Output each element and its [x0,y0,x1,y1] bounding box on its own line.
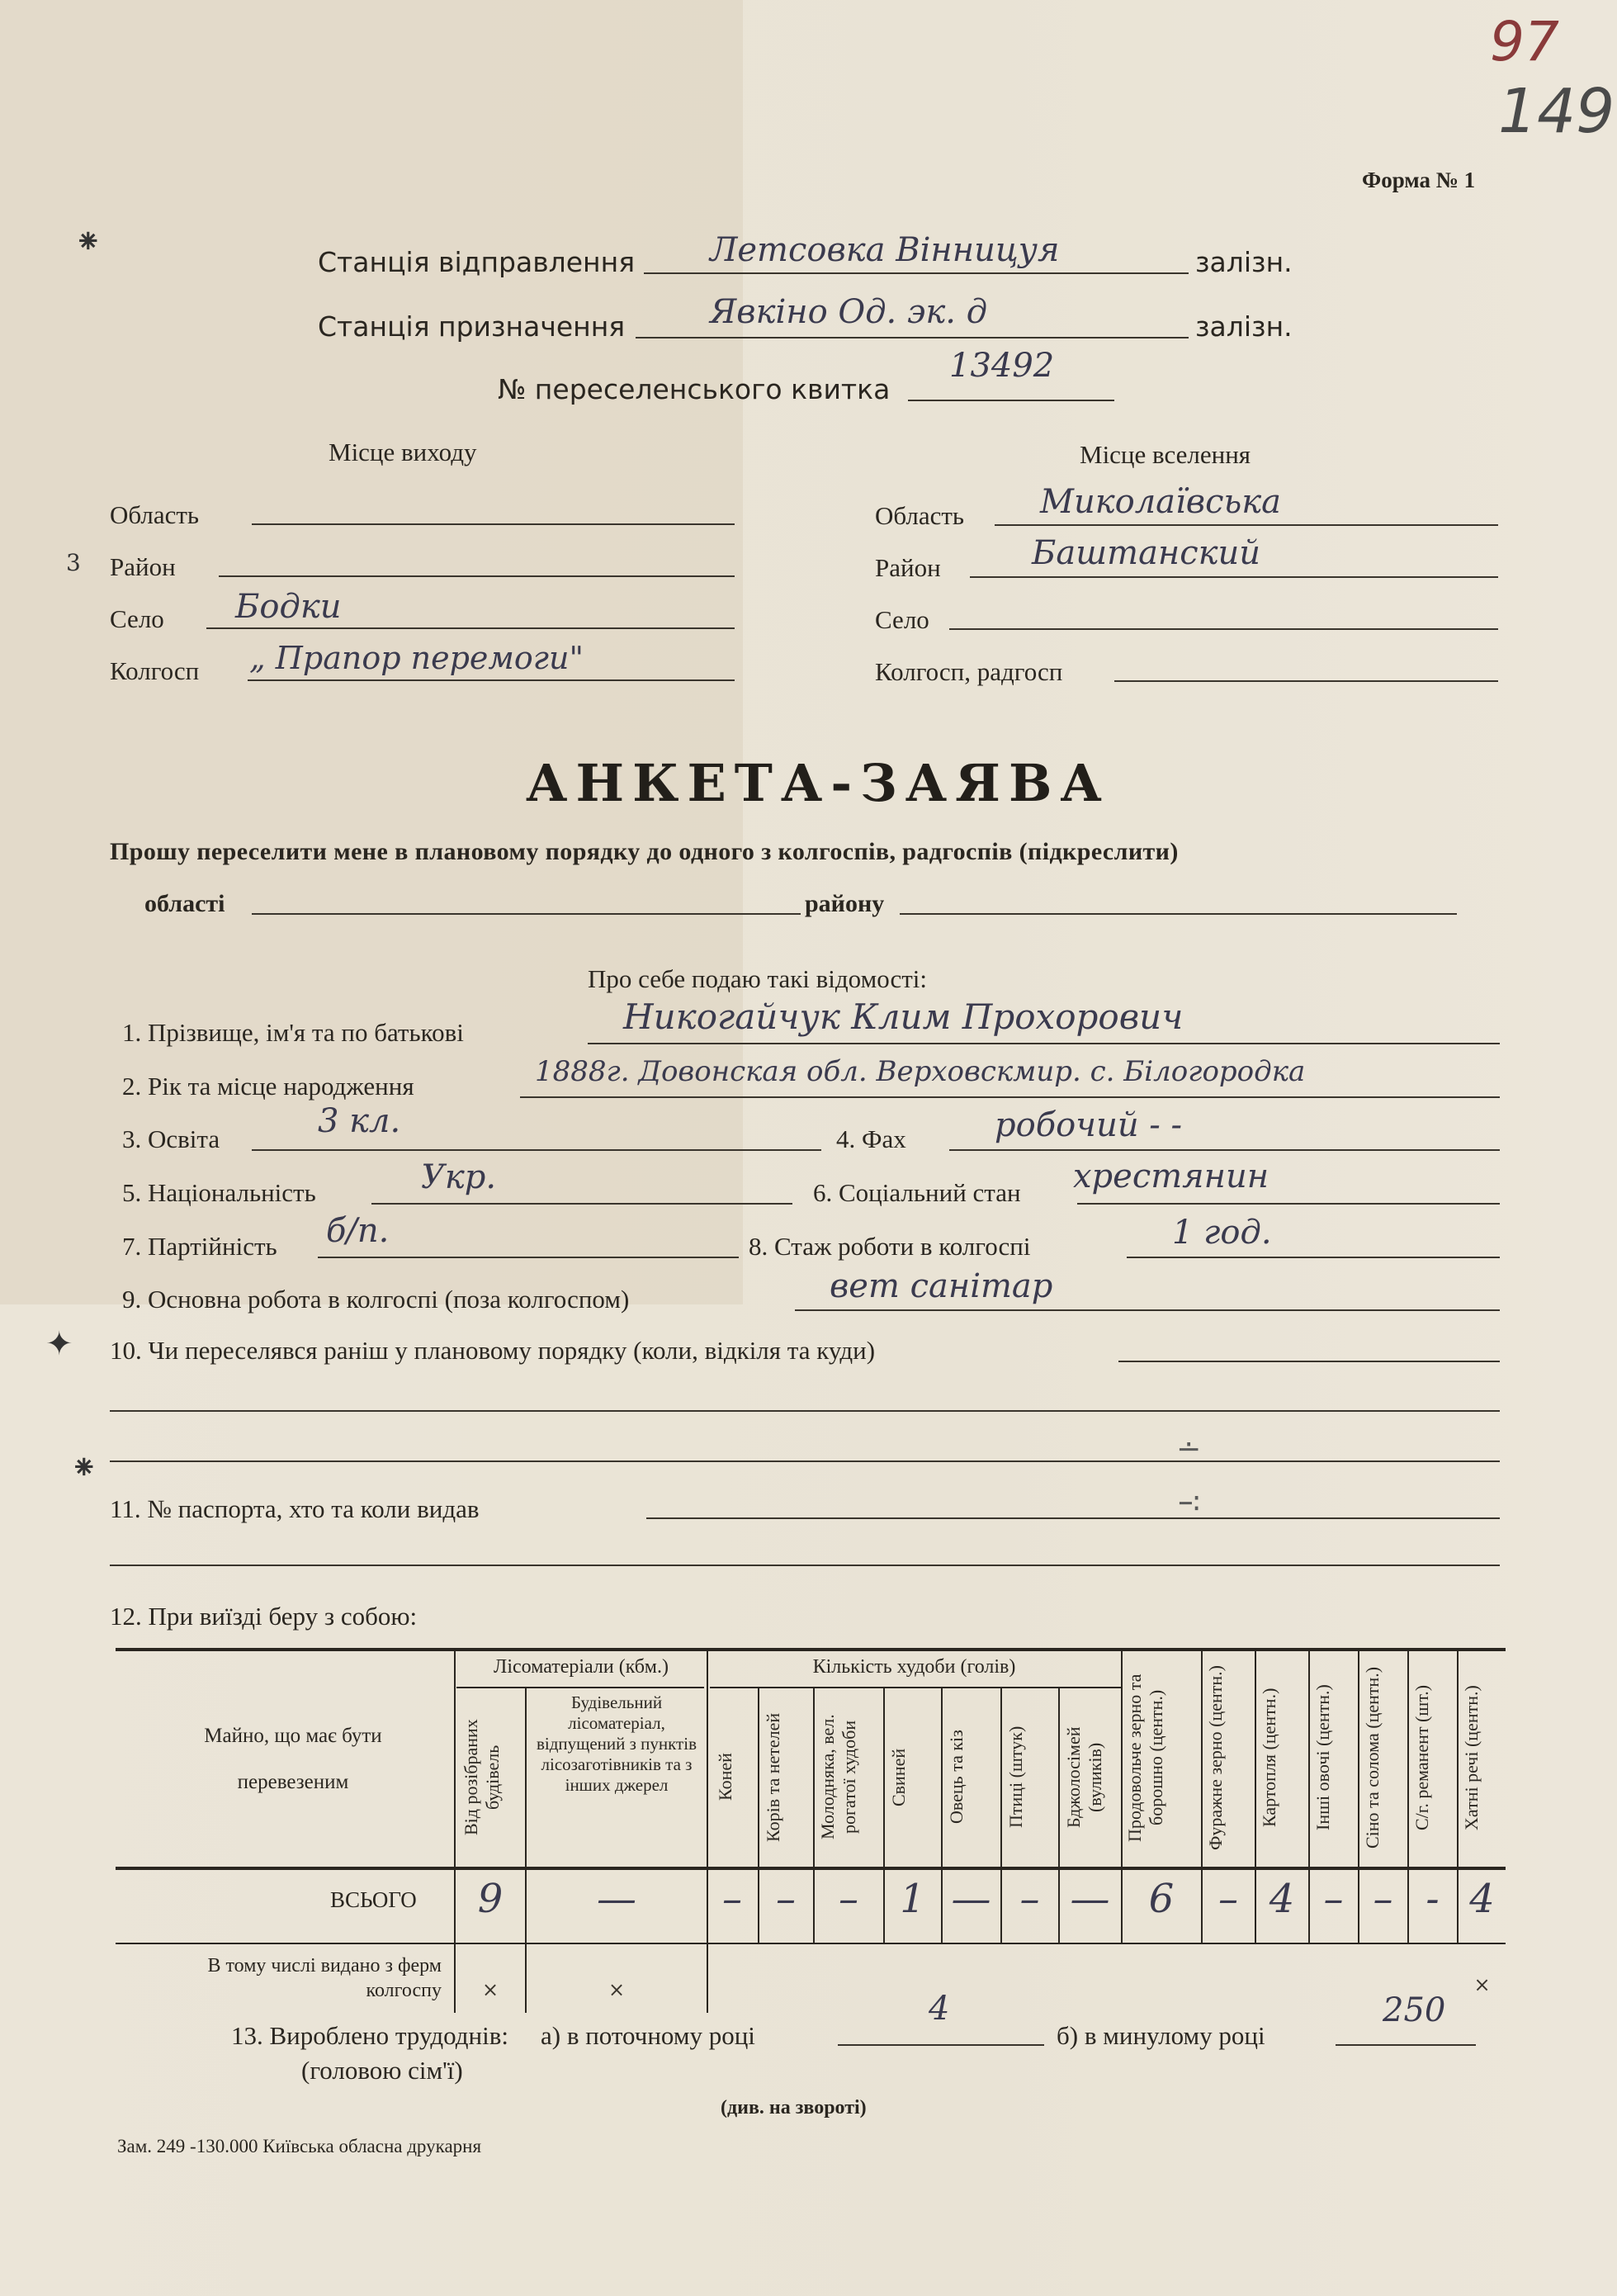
field-2-line [520,1096,1500,1098]
field-1-label: 1. Прізвище, ім'я та по батькові [122,1018,464,1047]
total-cell[interactable]: – [722,1876,742,1922]
destination-station-label: Станція призначення [318,310,626,343]
origin-raion-line [219,575,735,577]
ticket-number-line [908,400,1114,401]
col-sep [707,1650,708,2013]
request-oblast-label: області [144,890,225,917]
col-horses-header: Коней [715,1753,735,1801]
col-dismantled-header: Від розібраних будівель [461,1719,503,1835]
field-6-value[interactable]: хрестянин [1073,1157,1269,1195]
field-3-label: 3. Освіта [122,1124,220,1153]
field-5-line [371,1203,792,1205]
col-potato-header: Картопля (центн.) [1259,1688,1279,1828]
field-1-value[interactable]: Никогайчук Клим Прохорович [623,997,1184,1037]
departure-station-label: Станція відправлення [318,246,636,278]
railway-label-1: залізн. [1195,246,1293,278]
field-9-value[interactable]: вет санітар [830,1267,1053,1305]
binding-hole-mark: ✦ [45,1325,73,1363]
total-cell[interactable]: – [1218,1876,1238,1922]
dest-selo-line [949,628,1498,630]
dest-raion-value[interactable]: Баштанский [1032,534,1261,572]
total-cell[interactable]: — [1070,1876,1110,1922]
col-building-header: Будівельний лісоматеріал, відпущений з пунктів лісозаготівників та з інших джерел [536,1692,697,1795]
destination-station-value[interactable]: Явкіно Од. эк. д [710,293,988,331]
origin-kolhosp-label: Колгосп [110,656,200,685]
section-13-label: 13. Вироблено трудоднів: [231,2021,509,2050]
intro-text: Про себе подаю такі відомості: [588,964,928,993]
total-cell[interactable]: — [951,1876,991,1922]
field-8-label: 8. Стаж роботи в колгоспі [749,1232,1031,1261]
col-hay-header: Сіно та солома (центн.) [1362,1666,1383,1849]
total-cell[interactable]: – [776,1876,796,1922]
dest-kolhosp-label: Колгосп, радгосп [875,657,1063,686]
total-cell[interactable]: 4 [1269,1876,1295,1922]
departure-station-value[interactable]: Летсовка Вінницуя [710,231,1060,269]
ticket-number-value[interactable]: 13492 [949,347,1055,385]
section-13-b-line [1336,2044,1476,2046]
field-4-line [949,1149,1500,1151]
col-sheep-header: Овець та кіз [946,1730,967,1825]
total-cell[interactable]: 9 [477,1876,504,1922]
section-13-a-value[interactable]: 4 [929,1990,950,2028]
field-3-line [252,1149,821,1151]
col-young-cattle-header: Молодняка, вел. рогатої худоби [817,1714,859,1840]
field-10-label: 10. Чи переселявся раніш у плановому порядку (коли, відкіля та куди) [110,1336,876,1365]
field-9-label: 9. Основна робота в колгоспі (поза колгоспом) [122,1285,630,1314]
total-cell[interactable]: – [1373,1876,1393,1922]
timber-header-underline [456,1687,704,1688]
table-total-border [116,1943,1506,1944]
origin-oblast-label: Область [110,500,200,529]
binding-hole-mark: ⁕ [74,223,102,261]
total-cell[interactable]: – [1323,1876,1344,1922]
binding-hole-mark: 3 [66,549,81,576]
field-2-value[interactable]: 1888г. Довонская обл. Верховскмир. с. Білогородка [535,1055,1306,1088]
field-10-line-3 [110,1460,1500,1462]
archive-number: 149 [1498,76,1615,147]
col-fodder-grain-header: Фуражне зерно (центн.) [1205,1665,1226,1850]
field-9-line [795,1309,1500,1311]
col-bees-header: Бджолосімей (вуликів) [1063,1726,1105,1828]
field-5-label: 5. Національність [122,1178,316,1207]
total-cell[interactable]: — [597,1876,636,1922]
origin-selo-line [206,627,735,629]
field-10-line-1 [1118,1361,1500,1362]
livestock-header: Кількість худоби (голів) [812,1656,1016,1678]
request-raion-label: району [805,890,885,917]
total-cell[interactable]: – [839,1876,858,1922]
dest-raion-label: Район [875,553,941,582]
field-11-label: 11. № паспорта, хто та коли видав [110,1494,480,1523]
form-number: Форма № 1 [1362,168,1476,192]
farm-row-label: В тому числі видано з ферм колгоспу [207,1955,442,2001]
table-header-border [116,1867,1506,1870]
printer-imprint: Зам. 249 -130.000 Київська обласна друкарня [117,2136,482,2156]
origin-heading: Місце виходу [329,438,477,466]
section-13-b-value[interactable]: 250 [1383,1991,1446,2029]
binding-hole-mark: ⁕ [70,1449,98,1487]
col-sep [525,1688,527,2013]
section-13-a-label: а) в поточному році [541,2021,755,2050]
col-poultry-header: Птиці (штук) [1005,1726,1026,1829]
field-8-line [1127,1257,1500,1258]
farm-cell-mark: × [1473,1973,1491,1996]
table-top-border [116,1648,1506,1651]
field-1-line [588,1043,1500,1044]
origin-kolhosp-line [248,679,735,681]
field-4-label: 4. Фах [836,1124,906,1153]
field-3-value[interactable]: 3 кл. [318,1102,401,1140]
total-cell[interactable]: 6 [1148,1876,1175,1922]
total-cell[interactable]: 4 [1469,1876,1495,1922]
request-raion-line [900,913,1457,915]
dest-oblast-line [995,524,1498,526]
dest-selo-label: Село [875,605,929,634]
origin-selo-label: Село [110,604,164,633]
request-oblast-line [252,913,801,915]
field-10-line-2 [110,1410,1500,1412]
total-row-label: ВСЬОГО [330,1887,417,1912]
request-text: Прошу переселити мене в плановому порядку до одного з колгоспів, радгоспів (підкреслити) [110,838,1179,865]
pencil-dash-mark: ∹ [1176,1486,1202,1520]
field-12-label: 12. При виїзді беру з собою: [110,1602,418,1631]
field-8-value[interactable]: 1 год. [1172,1214,1272,1252]
col-vegetables-header: Інші овочі (центн.) [1312,1684,1333,1831]
railway-label-2: залізн. [1195,310,1293,343]
destination-station-line [636,337,1189,338]
section-13-a-line [838,2044,1044,2046]
col-inventory-header: С/г. реманент (шт.) [1411,1684,1432,1831]
col-food-grain-header: Продовольче зерно та борошно (центн.) [1124,1673,1166,1842]
total-cell[interactable]: - [1426,1876,1440,1922]
ticket-number-label: № переселенського квитка [498,373,891,405]
dest-oblast-label: Область [875,501,965,530]
field-7-label: 7. Партійність [122,1232,277,1261]
archive-number-crossed: 97 [1490,10,1559,73]
col-household-header: Хатні речі (центн.) [1461,1685,1482,1830]
field-11-line-2 [110,1565,1500,1566]
dest-oblast-value[interactable]: Миколаївська [1040,483,1281,521]
see-reverse-note: (див. на звороті) [721,2097,867,2118]
pencil-dash-mark: ∸ [1176,1432,1202,1466]
section-13-sub: (головою сім'ї) [301,2056,463,2085]
destination-heading: Місце вселення [1080,440,1251,469]
origin-oblast-line [252,523,735,525]
origin-kolhosp-value[interactable]: „ Прапор перемоги" [249,640,584,676]
field-11-line-1 [646,1517,1500,1519]
field-2-label: 2. Рік та місце народження [122,1072,414,1101]
origin-selo-value[interactable]: Бодки [235,588,342,626]
dest-raion-line [970,576,1498,578]
col-pigs-header: Свиней [888,1748,909,1806]
section-13-b-label: б) в минулому році [1057,2021,1265,2050]
timber-header: Лісоматеріали (кбм.) [494,1656,669,1678]
field-6-label: 6. Соціальний стан [813,1178,1021,1207]
property-header: Майно, що має бути перевезеним [204,1725,382,1793]
col-sep [454,1650,456,2013]
col-cows-header: Корів та нетелей [763,1712,783,1842]
farm-cell-mark: × [608,1978,626,2001]
field-4-value[interactable]: робочий - - [995,1106,1183,1144]
total-cell[interactable]: 1 [900,1876,925,1922]
departure-station-line [644,272,1189,274]
origin-raion-label: Район [110,552,176,581]
total-cell[interactable]: – [1019,1876,1040,1922]
field-6-line [1077,1203,1500,1205]
field-7-value[interactable]: б/п. [326,1212,390,1250]
field-7-line [318,1257,739,1258]
farm-cell-mark: × [481,1978,499,2001]
field-5-value[interactable]: Укр. [421,1158,497,1196]
dest-kolhosp-line [1114,680,1498,682]
form-title: АНКЕТА-ЗАЯВА [526,753,1110,813]
